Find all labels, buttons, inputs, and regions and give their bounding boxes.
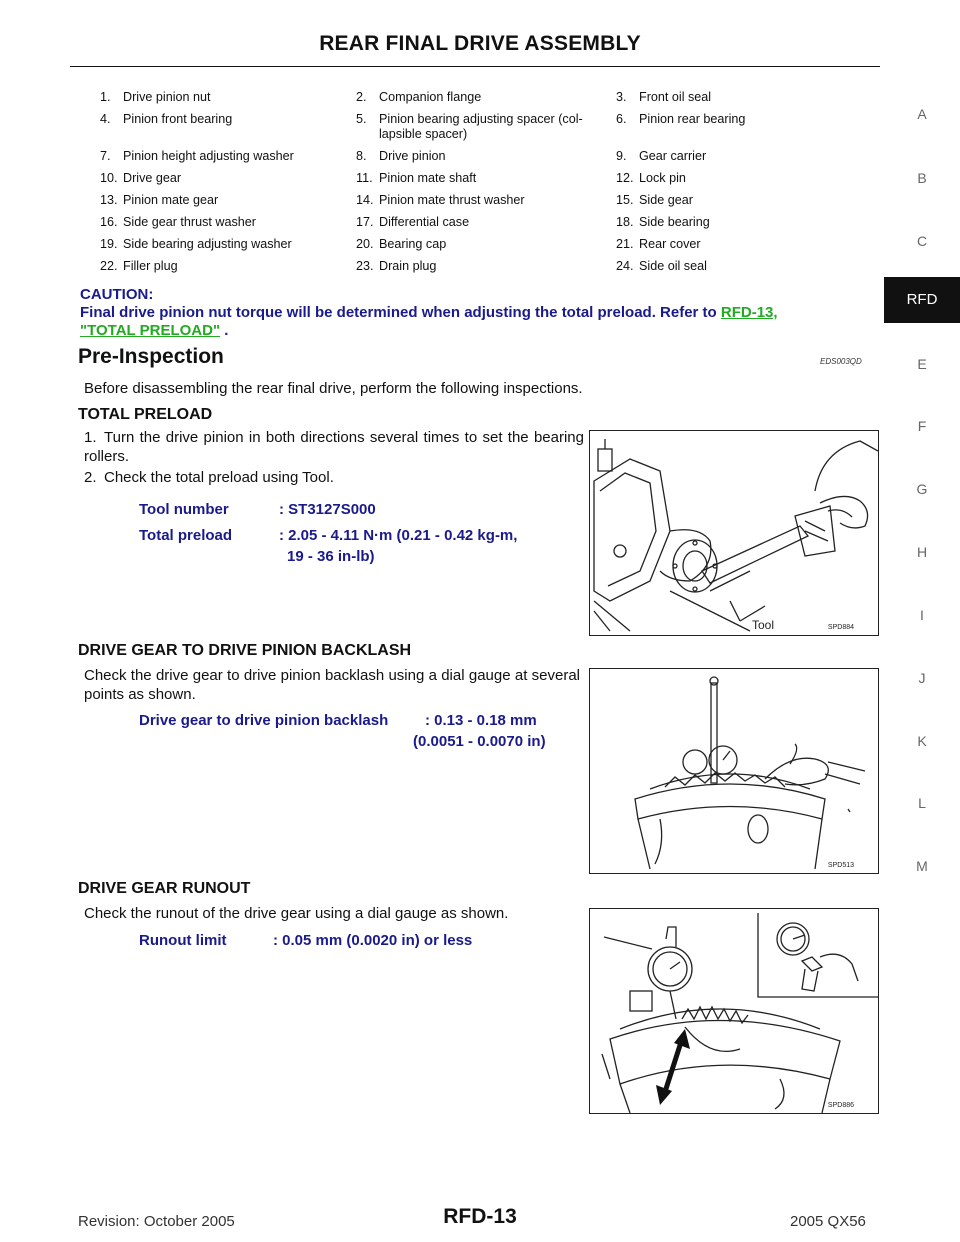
- caution-link-page[interactable]: RFD-13,: [720, 304, 778, 321]
- parts-cell: [340, 213, 600, 235]
- side-tab-i[interactable]: I: [920, 607, 924, 623]
- spec-total-preload: [139, 525, 517, 567]
- step-1-number: 1.: [84, 429, 97, 446]
- parts-row: [84, 88, 880, 110]
- figure-total-preload: [589, 430, 879, 636]
- side-tab-h[interactable]: H: [916, 544, 928, 560]
- parts-cell: [84, 147, 340, 169]
- parts-cell: [340, 88, 600, 110]
- runout-text: Check the runout of the drive gear using a dial gauge as shown.: [84, 905, 509, 922]
- part-number: 21.: [616, 237, 634, 251]
- part-number: 10.: [100, 171, 118, 185]
- step-2-text: Check the total preload using Tool.: [104, 469, 334, 486]
- parts-row: [84, 235, 880, 257]
- parts-cell: [340, 257, 600, 279]
- part-name: Gear carrier: [639, 149, 707, 163]
- figure-code-spd513: SPD513: [827, 862, 854, 869]
- part-number: 19.: [100, 237, 118, 251]
- part-name: Pinion mate thrust washer: [379, 193, 525, 207]
- footer-model: 2005 QX56: [790, 1213, 866, 1230]
- part-number: 4.: [100, 112, 111, 126]
- parts-row: [84, 110, 880, 147]
- parts-row: [84, 147, 880, 169]
- part-number: 1.: [100, 90, 111, 104]
- part-number: 3.: [616, 90, 627, 104]
- figure-backlash: [589, 668, 879, 874]
- spec-backlash: [139, 710, 546, 752]
- part-number: 12.: [616, 171, 634, 185]
- document-code: EDS003QD: [820, 357, 862, 366]
- parts-cell: [84, 110, 340, 147]
- figure-code-spd884: SPD884: [827, 624, 854, 631]
- spec-total-preload-label: Total preload: [139, 527, 233, 544]
- side-tab-g[interactable]: G: [916, 481, 928, 497]
- side-tab-l[interactable]: L: [918, 795, 926, 811]
- parts-cell: [340, 235, 600, 257]
- parts-cell: [340, 169, 600, 191]
- part-name: Pinion front bearing: [123, 112, 233, 126]
- figure-tool-callout: Tool: [752, 618, 775, 632]
- part-name: Pinion mate shaft: [379, 171, 477, 185]
- part-name: Side gear thrust washer: [123, 215, 257, 229]
- side-tab-m[interactable]: M: [916, 858, 928, 874]
- spec-backlash-value-2: (0.0051 - 0.0070 in): [413, 733, 546, 750]
- part-name: Bearing cap: [379, 237, 447, 251]
- parts-legend-table: [84, 88, 880, 279]
- parts-cell: [84, 213, 340, 235]
- parts-row: [84, 169, 880, 191]
- side-tab-rfd[interactable]: RFD: [884, 277, 960, 323]
- parts-cell: [84, 88, 340, 110]
- spec-tool-number-label: Tool number: [139, 501, 229, 518]
- parts-cell: [600, 147, 880, 169]
- parts-cell: [600, 257, 880, 279]
- part-number: 5.: [356, 112, 367, 126]
- subheading-total-preload: TOTAL PRELOAD: [78, 406, 213, 423]
- part-name: Side bearing: [639, 215, 710, 229]
- part-name: Companion flange: [379, 90, 482, 104]
- step-2: [84, 468, 584, 487]
- part-number: 23.: [356, 259, 374, 273]
- part-number: 13.: [100, 193, 118, 207]
- part-name: Pinion rear bearing: [639, 112, 746, 126]
- step-1-text: Turn the drive pinion in both directions several times to set the bearing rollers.: [84, 429, 584, 465]
- parts-cell: [600, 110, 880, 147]
- section-heading-pre-inspection: Pre-Inspection: [78, 345, 224, 368]
- figure-code-spd886: SPD886: [827, 1102, 854, 1109]
- spec-runout-label: Runout limit: [139, 932, 227, 949]
- parts-cell: [84, 257, 340, 279]
- pre-inspection-intro: Before disassembling the rear final drive, perform the following inspections.: [84, 380, 583, 397]
- spec-tool-number-value: : ST3127S000: [279, 501, 376, 518]
- caution-text: [80, 304, 880, 340]
- caution-tail: .: [220, 322, 229, 339]
- part-name: Side bearing adjusting washer: [123, 237, 292, 251]
- step-2-number: 2.: [84, 469, 97, 486]
- part-number: 16.: [100, 215, 118, 229]
- caution-body: Final drive pinion nut torque will be determined when adjusting the total preload. Refer to: [80, 304, 721, 321]
- part-number: 2.: [356, 90, 367, 104]
- part-name: Front oil seal: [639, 90, 712, 104]
- spec-total-preload-value-1: : 2.05 - 4.11 N·m (0.21 - 0.42 kg-m,: [279, 527, 518, 544]
- parts-cell: [600, 235, 880, 257]
- caution-block: [80, 286, 880, 340]
- part-name: Side gear: [639, 193, 693, 207]
- side-tab-e[interactable]: E: [917, 356, 927, 372]
- part-number: 7.: [100, 149, 111, 163]
- spec-total-preload-value-2: 19 - 36 in-lb): [287, 548, 375, 565]
- parts-row: [84, 191, 880, 213]
- parts-cell: [340, 147, 600, 169]
- footer-page-number: RFD-13: [443, 1205, 517, 1228]
- side-tab-a[interactable]: A: [917, 106, 927, 122]
- parts-cell: [84, 235, 340, 257]
- subheading-backlash: DRIVE GEAR TO DRIVE PINION BACKLASH: [78, 642, 412, 659]
- part-number: 24.: [616, 259, 634, 273]
- part-number: 11.: [356, 171, 373, 185]
- backlash-gauge-illustration: [590, 669, 878, 873]
- part-name: Pinion height adjusting washer: [123, 149, 294, 163]
- preload-tool-illustration: [590, 431, 878, 635]
- side-tab-b[interactable]: B: [917, 170, 927, 186]
- part-name: Rear cover: [639, 237, 701, 251]
- caution-label: CAUTION:: [80, 286, 154, 303]
- parts-cell: [600, 191, 880, 213]
- part-name: Drive gear: [123, 171, 182, 185]
- title-divider: [70, 66, 880, 67]
- side-tab-c[interactable]: C: [916, 233, 928, 249]
- part-name: Drive pinion nut: [123, 90, 211, 104]
- part-name: Filler plug: [123, 259, 178, 273]
- parts-row: [84, 213, 880, 235]
- footer-revision: Revision: October 2005: [78, 1213, 235, 1230]
- figure-runout: [589, 908, 879, 1114]
- runout-gauge-illustration: [590, 909, 878, 1113]
- part-name: Pinion bearing adjusting spacer (col-lapsible spacer): [379, 112, 583, 141]
- parts-cell: [600, 169, 880, 191]
- parts-cell: [84, 169, 340, 191]
- spec-backlash-label: Drive gear to drive pinion backlash: [139, 712, 389, 729]
- part-number: 9.: [616, 149, 627, 163]
- spec-runout: [139, 930, 472, 951]
- part-number: 22.: [100, 259, 118, 273]
- spec-backlash-value-1: : 0.13 - 0.18 mm: [425, 712, 537, 729]
- parts-cell: [600, 213, 880, 235]
- parts-cell: [84, 191, 340, 213]
- parts-cell: [600, 88, 880, 110]
- side-tab-j[interactable]: J: [918, 670, 926, 686]
- part-name: Lock pin: [639, 171, 686, 185]
- part-number: 17.: [356, 215, 374, 229]
- part-number: 6.: [616, 112, 627, 126]
- backlash-text: Check the drive gear to drive pinion backlash using a dial gauge at several points as shown.: [84, 667, 580, 703]
- parts-cell: [340, 191, 600, 213]
- part-name: Drive pinion: [379, 149, 446, 163]
- parts-row: [84, 257, 880, 279]
- part-name: Pinion mate gear: [123, 193, 219, 207]
- subheading-runout: DRIVE GEAR RUNOUT: [78, 880, 251, 897]
- parts-cell: [340, 110, 600, 147]
- part-number: 14.: [356, 193, 374, 207]
- part-number: 8.: [356, 149, 367, 163]
- spec-runout-value: : 0.05 mm (0.0020 in) or less: [273, 932, 473, 949]
- caution-link-section[interactable]: "TOTAL PRELOAD": [80, 322, 221, 339]
- part-name: Side oil seal: [639, 259, 707, 273]
- part-name: Drain plug: [379, 259, 437, 273]
- side-tab-k[interactable]: K: [917, 733, 927, 749]
- part-number: 20.: [356, 237, 374, 251]
- spec-tool-number: [139, 499, 376, 520]
- part-number: 15.: [616, 193, 634, 207]
- part-name: Differential case: [379, 215, 470, 229]
- part-number: 18.: [616, 215, 634, 229]
- step-1: [84, 428, 584, 466]
- side-tab-f[interactable]: F: [917, 418, 927, 434]
- page-title: REAR FINAL DRIVE ASSEMBLY: [319, 32, 641, 55]
